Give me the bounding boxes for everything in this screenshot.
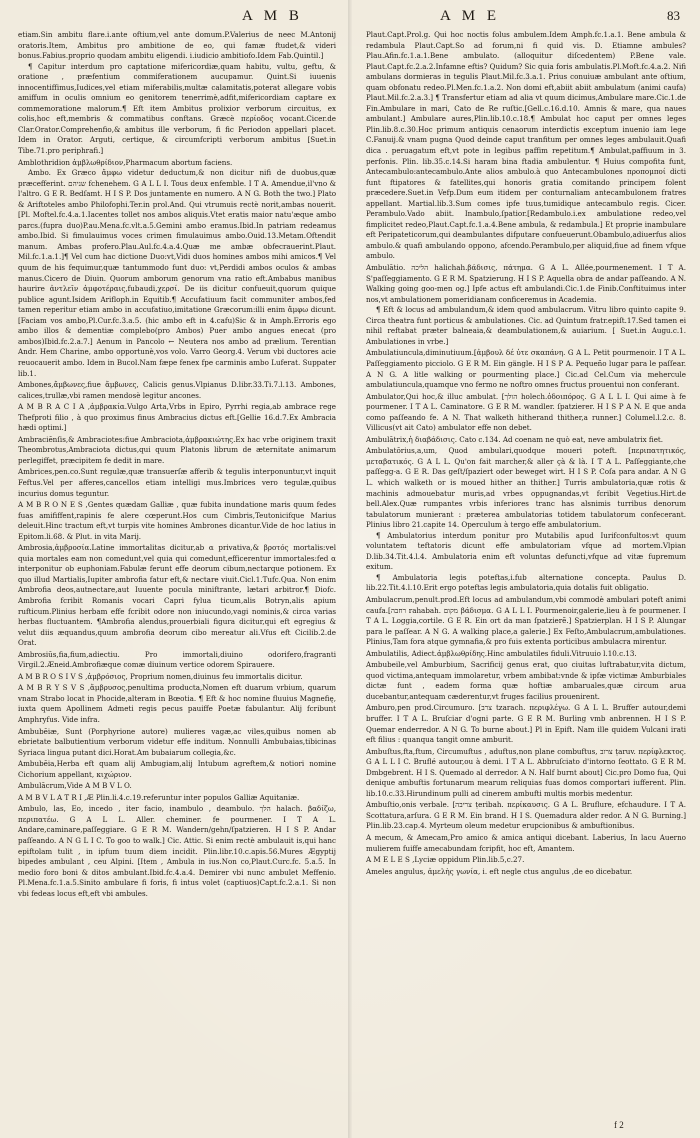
dictionary-entry: ¶ Ambulatorius interdum ponitur pro Mutabilis apud Iurifconfultos:vt quum voluntatem teftatoris dicunt effe ambulatoriam vfque ad mortem.Vlpian D.lib.34.Tit.4.l.4. Ambulatoria enim eft voluntas defuncti,vfque ad vitæ fupremum exitum. xyxy=(366,530,686,572)
dictionary-entry: Ambulacrum,penult.prod.Eft locus ad ambulandum,vbi commodè ambulari poteft animi caufa.[רחבה rahabah. מקום βάδισμα. G A L L I. Pourmenoir,galerie,lieu à fe pourmener. I T A L. Loggia,cortile. G E R. Ein ort da man ſpatzierẽ.] Spatzierplan. H I S P. Alungar para le paſſear. A N G. A walking place,a galerie.] Ex Feſto,Ambulacrum,ambulationes. Plinius,Tam fora atque gymnafia,& pro fuis extenta porticibus ambulacra mirentur. xyxy=(366,594,687,647)
dictionary-entry: A M E L E S ,Lyciæ oppidum Plin.lib.5,c.27. xyxy=(366,855,525,865)
dictionary-entry: Ambraciēnſis,& Ambraciotes:fiue Ambraciota,ἀμβρακιώτης.Ex hac vrbe originem traxit Theombrotus,Ambraciota dictus,qui quum Platonis librum de æternitate animarum perlegiffet, præcipitem fe dedit in mare. xyxy=(18,434,336,465)
dictionary-entry: Ambulo, las, Eo, incedo , iter facio, inambulo , deambulo. הלך halach. βαδίζω, περιπατέω. G A L L. Aller. cheminer. fe pourmener. I T A L. Andare,caminare,paſſeggiare. G E R M. Wandern/gehn/ſpatzieren. H I S P. Andar paſſeando. A N G L I C. To goo to walk.] Cic. Attic. Si enim rectè ambulauit is,qui hanc epiftolam tulit , in ipfum tuum diem incidit. Plin.libr.10.c.apis.56.Mures Ægyptij bipedes ambulant , ceu Alpini. [Item , Ambula in ius.Non co,Plaut.Curc.fc. 5.a.5. In medio foro boni & ditos ambulant.Ibid.fc.4.a.4. Demirer vbi nunc ambulet Meffenio. Pl.Mena.fc.1.a.5.Sinito ambulare fi foris, fi intus volet (captiuos)Capt.fc.2.a.1. Si non vbi fedeas locus eft,eft vbi ambules. xyxy=(18,804,336,898)
dictionary-entry: Ambulatilis, Adiect.ἀμβλωθρίδης.Hinc ambulatiles fiduli.Vitruuio l.10.c.13. xyxy=(366,648,637,658)
dictionary-entry: A mecum, & Amecam,Pro amico & amica antiqui dicebant. Laberius, In lacu Auerno mulierem fuiffe amecabundam fcripfit, hoc eft, Amantem. xyxy=(366,833,686,853)
running-head-center: A M E xyxy=(440,8,501,24)
dictionary-entry: A M B R Y S V S ,ἄμβρυσος,penultima producta,Nomen eft duarum vrbium, quarum vnam Strabo locat in Phocide,alteram in Bœotia. ¶ Eft & hoc nomine fluuius Magnefię, iuxta quem Apollinem Admeti regis pecus pauiffe Poetæ fabulantur. Alij fcribunt Amphryfus. Vide infra. xyxy=(18,683,336,724)
dictionary-entry: Ambo. Ex Græco ἄμφω videtur deductum,& non dicitur nifi de duobus,quæ præcefferint. שניהם fchenehem. G A L L I. Tous deux enfemble. I T A. Amendue,il'vno & l'altro. G E R. Bedſamt. H I S P. Dos juntamente en numero. A N G. Both the two.] Plato & Ariftoteles ambo Philofophi.Ter.in prol.And. Qui vtrumuis rectè norit,ambas nouerit.[Pl. Moftel.fc.4.a.1.Iacentes tollet nos ambos aliquis.Vtet eratis maior natu'æque ambo parcs.(fupra duo)P.au.Mena.fc.vlt.a.5.Gemini ambo eramus.Ibid.In patriam redeamus ambo.Ibid. Si fimulauimus voces crimen fimulauimus ambo.Ouid.13.Metam.Oftendit manum. Ambas profero.Plau.Aul.fc.4.a.4.Quæ me ambæ obfecrauerint.Plaut. Mil.fc.1.a.1.]¶ Vel cum hac dictione Duo:vt,Vidi duos homines ambos mihi amicos.¶ Vel quum de his fequimur,quæ tantummodo funt duo: vt,Perdidi ambos oculos & ambas manus.Cicero de Diuin. Quorum amborum genorum vna ratio eft.Ambabus manibus haurire ἀντλεῖν ἀμφοτέραις,fubaudi,χερσί. De iis dicitur confueuit,quorum quique publice agunt.Isidem Arifloph.in Equitib.¶ Accufatiuum facit communiter ambos,fed tamen reperitur etiam ambo in accufatiuo,imitatione Græcorum:illi enim ἄμφω dicunt.[Faciam vos ambo,Pl.Cur.fc.3.a.5. (hic ambo eft in 4.cafu)Sic & in Amph.Erroris ego ambo illos & dementiæ complebo(pro Ambos) Puer ambo angues enecat (pro ambos)Ibid.fc.2.a.7.] Aenum in Pancolo ← Neutera nos ambo ad prælium. Terentian Andr. Hem Charine, ambo opportunè,vos volo. Varro Georg.4. Verum vbi ductores acie reuocauerit ambo. Idem in Bucol.Nam fæpe fenex fpe carminis ambo Luferat. Suppater lib.1. xyxy=(18,168,336,378)
dictionary-entry: Ameles angulus, ἀμελὴς γωνία, i. eft negle ctus angulus ,de eo dicebatur. xyxy=(366,866,633,876)
dictionary-entry: Amburo,pen prod.Circumuro. [צרב tzarach. περιφλέγω. G A L L. Bruffer autour,demi bruffer. I T A L. Bruſciar d'ogni parte. G E R M. Burling vmb anbrennen. H I S P. Quemar enderredor. A N G. To burne about.] Pl in Epift. Nam ille quidem Vulcani irati eft filius : quanqua tangit omne amburit. xyxy=(366,703,686,745)
dictionary-entry: Ambrosia,ἀμβροσία.Latine immortalitas dicitur,ab α privativa,& βροτός mortalis:vel quia mortales eam non comedunt,vel quia qui comedunt,efficerentur immortales:fed α interponitur ob euphoniam.Fabulæ ferunt effe deorum cibum,nectarque potionem. Ex quo illud Martialis,Iupiter ambrofia fatur eft,& nectare viuit.Cicl.1.Tufc.Qua. Non enim Ambrofia deos,autnectare,aut Iuuente pocula miniftrante, lætari arbitror.¶ Diofc. Ambrofia fcribit Romanis vocari Capri fylua ticum,alis Botryn,alis apium rufticum.Plinius herbam effe fcribit odore non iniucundo,vagi nominis,& circa varias herbas fluctuantem. ¶Ambrofia alendus,prouerbiali figura dicitur,qui eft egregius & velut diis æquandus,quum ambrofia deorum cibo mereatur ali.Vfus eft Cicilib.2.de Orat. xyxy=(18,543,336,648)
dictionary-entry: A M B R A C I A ,ἀμβρακία.Vulgo Arta,Vrbs in Epiro, Pyrrhi regia,ab ambrace rege Thefproti filio , à quo proximus finus Ambracius dictus eft.[Gellie 16.d.7.Ex Ambracia hædi optimi.] xyxy=(18,402,336,433)
dictionary-entry: Plaut.Capt.Prol.g. Qui hoc noctis folus ambulem.Idem Amph.fc.1.a.1. Bene ambula & redambula Plaut.Capt.So ad forum,ni fi quid vis. D. Etiamne ambules?Plau.Afin.fc.1.a.1.Bene ambulato. (alloquitur diſcedentem) P.Bene vale. Plaut.Capt.fc.2.a.2.Infamne eftis? Quidum? Sic quia foris ambulatis.Pl.Moft.fc.4.a.2. Nifi ambulans dormieras in tegulis Plaut.Mil.fc.3.a.1. Prius conuiuæ ambulant ante oftium, quam obfonatu redeo.Pl.Men.fc.1.a.2. Non domi eft,abiit abiit ambulatum (animi caufa) Plaut.Mil.fc.2.a.3.] ¶ Transfertur etiam ad alia vt quum dicimus,Ambulare mare.Cic.1.de Fin.Ambulare in mari, Cato de Re ruſtic.[Gell.c.16.d.10. Amnis & mare, qua naues ambulant.] Ambulare aures,Plin.lib.10.c.18.¶ Ambulat hoc caput per omnes leges Plin.lib.8.c.30.Hoc primum antiquis cenaorum interdictis exceptum inuenio iam lege C.Fanuij.& vnam pugna Quod deinde caput tranfitum per omnes leges ambulauit.Quafi dica . peruagatum eft,vt pote in legibus paffim repetitum.¶ Ambulat,paffiuum in 3. perfonis. Plin. lib.35.c.14.Si haram bina ftadia ambulentur. ¶ Huius compofita funt, Antecambulo:antecambulo.Ante alios ambulo.à quo Antecambulones προπομποί dicti funt ftipatores & fatellites,qui honoris gratia comitando principem folent præcedere.Suet.in Vefp.Dum eum itidem per conturnaliam antecambulonem fratres appellant. Martial.lib.3.Sum comes ipfe tuus,tumidique antecambulo regis. Cicer. Perambulo.Vado abiit. Inambulo,ſpatior.[Redambulo.i.ex ambulatione redeo,vel fimplicitet redeo,Plaut.Capt.fc.1.a.4.Bene ambula, & redambula.] Et proprie inambulare eft Peripateticorum,qui deambulantes difputare confueuerunt.Obambulo,adiuerfus alios ambulo.& quafi ambulando oppono, afcendo.Perambulo,per aliquid,fiue ad finem vfque ambulo. xyxy=(366,30,686,261)
dictionary-entry: Ambuſtio,onis verbale. [צריבה ṭeribah. περίκαυσις. G A L. Bruflure, efchaudure. I T A. Scottatura,arſura. G E R M. Ein brand. H I S. Quemadura alder redor. A N G. Burning.] Plin.lib.23.cap.4. Myrteum oleum medetur erupcionibus & ambuftionibus. xyxy=(366,800,686,831)
dictionary-entry: ¶ Ambulatoria legis poteftas,i.fub alternatione concepta. Paulus D. lib.22.Tit.4.l.10.Erit ergo poteftas legis ambulatoria,quia dotalis fuit obligatio. xyxy=(366,572,686,593)
dictionary-entry: A M B R O S I V S ,ἀμβρόσιος, Proprium nomen,diuinus feu immortalis dicitur. xyxy=(18,671,303,681)
dictionary-entry: Ambrosiūs,fia,fium,adiectiu. Pro immortali,diuino odorifero,fragranti Virgil.2.Æneid.Ambrofiæque comæ diuinum vertice odorem Spirauere. xyxy=(18,649,336,670)
dictionary-entry: A M B R O N E S ,Gentes quædam Galliæ , quæ fubita inundatione maris quum fedes fuas amififfent,rapinis fe alere cœperunt.Hos cum Cimbris,Teutonicifque Marius deleuit.Hinc tractum eft,vt turpis vite homines Ambrones dicantur.Vide de hoc latius in Epitom.li.68. & Plut. in vita Marij. xyxy=(18,500,336,541)
signature-mark: f 2 xyxy=(614,1120,624,1130)
dictionary-entry: Ambrices,pen.co.Sunt regulæ,quæ transuerſæ afferib & tegulis interponuntur,vt inquit Feftus.Vel per afferes,cancellos etiam intelligi mus.Imbrices vero tegulæ,quibus incurius domus teguntur. xyxy=(18,467,336,498)
dictionary-entry: A M B V L A T R I ,Æ Plin.li.4.c.19.referuntur inter populos Galliæ Aquitaniæ. xyxy=(18,792,300,802)
left-column xyxy=(18,30,336,899)
page-gutter xyxy=(348,0,352,1138)
right-column xyxy=(366,30,686,877)
dictionary-entry: Ambulatōrius,a,um, Quod ambulari,quodque moueri poteft. [περιπατητικός, μεταβατικός. G A L L. Qu'on fait marcher,& aller çà & là. I T A L. Paſſeggiante,che paſſegg-a. G E R. Das geſt/ſpaziert oder beweget wirt. H I S P. Coſa para andar. A N G L. which walketh or is moued hither an thither.] Turris ambulatoria,quæ rotis & machinis admouebatur muris,ad vrbes oppugnandas,vt fcribit Vegetius.Hirt.de bell.Alex.Quæ rumpantes vrbis inferiores tranc has alsnimis turribus denorum tabulatorum munierant : præterea ambulatorias totidem tabulatorum confecerant. Plinius libro 21.capite 14. Operculum à tergo effe ambulatorium. xyxy=(366,446,686,530)
dictionary-entry: ¶ Eft & locus ad ambulandum,& idem quod ambulacrum. Vitru libro quinto capite 9. Circa theatra funt porticus & ambulationes. Cic. ad Quintum fratr.epiſt.17.Sed tamen ei nihil reftabat præter balneaia,& deambulationem,& auiarium. [ Suet.in Augu.c.1. Ambulationes in vrbe.] xyxy=(366,305,686,346)
dictionary-entry: Ambulātrix,ἡ διαβάδισις. Cato c.134. Ad coenam ne quò eat, neve ambulatrix fiet. xyxy=(366,434,664,444)
dictionary-entry: Amblothridion ἀμβλωθρίδιον,Pharmacum abortum faciens. xyxy=(18,157,233,167)
dictionary-entry: Ambulācrum,Vide A M B V L O. xyxy=(18,781,132,791)
dictionary-entry: Ambones,ἄμβωνες,fiue ἄμβωνες, Calicis genus.Vlpianus D.libr.33.Ti.7.l.13. Ambones, calices,trullæ,vbi ramen mendosè legitur ancones. xyxy=(18,380,336,400)
dictionary-entry: Ambubeile,vel Amburbium, Sacrificij genus erat, quo ciuitas luftrabatur,vita dictum, quod victima,antequam immolaretur, vrbem ambibat:vnde & ipfæ victimæ Amburbiales dictæ funt , eadem forma quæ hoftiæ ambaruales,quæ circum arua ducebantur,antequam cæderentur,vt fruges facilius prouenirent. xyxy=(366,660,686,701)
page-number: 83 xyxy=(667,8,680,23)
dictionary-entry: Ambulatiuncula,diminutiuum.[ἀμβουλ δέ ὑτε σκαπάνη. G A L. Petit pourmenoir. I T A L. Paſſeggiamento picciolo. G E R M. Ein gängle. H I S P A. Pequeño lugar para le paſſear. A N G. A litle walking or pourmenting place.] Cic.ad Cel.Cum via mehercule ambulatiuncula,quamque vno fermo ne noftro omnes fructus prouentui non conferant. xyxy=(366,348,686,390)
running-head-left: A M B xyxy=(242,8,303,24)
dictionary-entry: ¶ Capitur interdum pro captatione mifericordiæ,quam habitu, vultu, geftu, & oratione , præfentium commiferationem aucupamur. Quint.Si iuuenis innocentiffimus,Iudices,vel etiam miferabilis,multæ calamitatis,poterat allegare vobis amiffum in oculis omnium eo genitorem tenerrimè,adfit,mifericordiam captare ex commemoratione malorum.¶ Eft item Ambitus prolixior verborum circuitus, ex colis,hoc eft,membris & commatibus conftans. Græcè περίοδος vocant.Cicer.de Clar.Orator.Comprehenfio,& ambitus ille verborum, fi fic Periodon appellari placet. Idem in Orator. Arguti, certique, & circumfcripti verborum ambitus [Suet.in Tibe.71.pro periphrafi.] xyxy=(18,61,336,156)
dictionary-entry: Ambubēiæ, Sunt (Porphyrione autore) mulieres vagæ,ac viles,quibus nomen ab ebrietate balbutientium verborum videtur effe inditum. Nonnulli Ambubaias,tibicinas Syriaca lingua putant dici.Horat.Am bubaiarum collegia,&c. xyxy=(18,726,336,757)
dictionary-entry: etiam.Sin ambitu flare.i.ante oftium,vel ante domum.P.Valerius de neec M.Antonij oratoris.Item, Ambitus pro ambitione de eo, qui famæ ftudet,& videri bonus.Fabius.proprio quodam ambitu eligendi. i.iudicio ambitiofo.Idem Fab.Quintil.] xyxy=(18,30,336,61)
dictionary-entry: Ambulātio. הליכה halichah.βάδισις, πάτημα. G A L. Allée,pourmenement. I T A. S'paſſeggiamento. G E R M. Spatzierung. H I S P. Aquella obra de andar paſſeando. A N. Walking going goo-men og.] Ipfe actus eft ambulandi.Cic.1.de Finib.Conftituimus inter nos,vt ambulationem pomeridianam conficeremus in Academia. xyxy=(366,263,686,304)
dictionary-entry: Ambubēia,Herba eft quam alij Ambugiam,alij Intubum agreftem,& notiori nomine Cichorium appellant, κιχώριον. xyxy=(18,759,336,779)
dictionary-entry: Ambulator,Qui hoc,& illuc ambulat. [הולך holech.ὁδοιπόρος. G A L L I. Qui aime à fe pourmener. I T A L. Caminatore. G E R M. wandler. ſpatzierer. H I S P A N. E que anda como paſſeando fe. A N. That walketh hitherand thither,a runner.] Columel.l.2.c. 8. Villicus(vt ait Cato) ambulator effe non debet. xyxy=(366,391,686,433)
dictionary-entry: Ambuſtus,fta,ftum, Circumuftus , aduftus,non plane combuftus, צרוב ṭaruv. περίφλεκτος. G A L L I C. Bruflé autour,ou à demi. I T A L. Abbruſciato d'intorno ſeottato. G E R M. Dmbgebrent. H I S. Quemado al derredor. A N. Half burnt about] Cic.pro Domo fua, Qui denique ambuftis fortunarum mearum reliquias fuas domos comportari iufferent. Plin. lib.10.c.33.Hirundinum pulli ad cinerem ambufti multis morbis medentur. xyxy=(366,746,686,798)
